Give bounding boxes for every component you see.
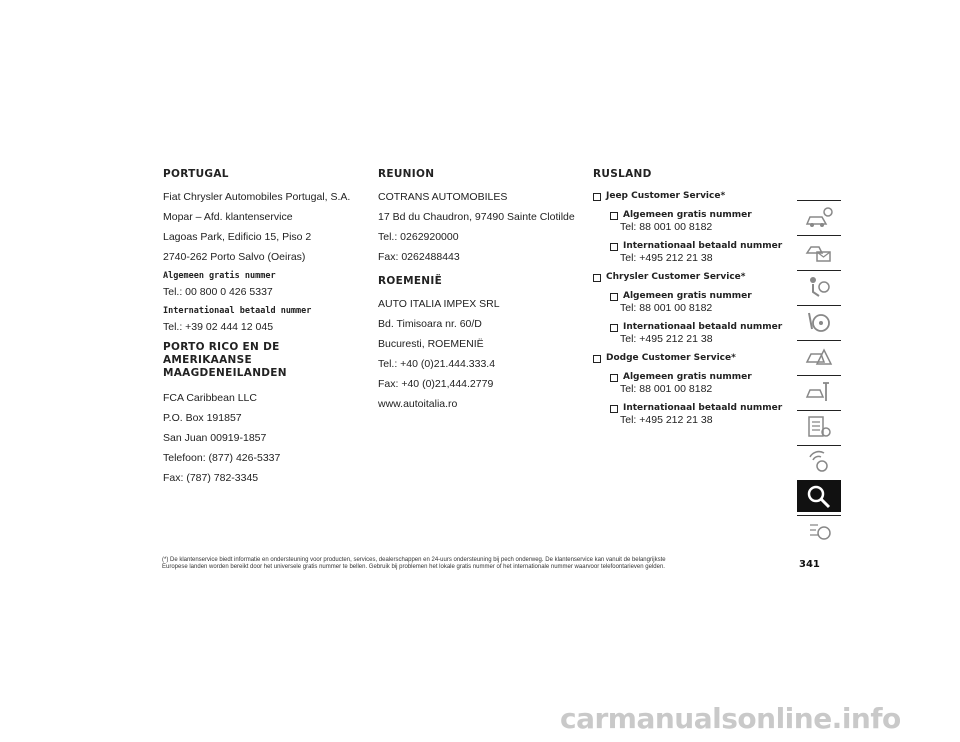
intl-number: Tel: +495 212 21 38 (620, 414, 713, 426)
intl-number: Tel.: +39 02 444 12 045 (163, 321, 274, 333)
column-portugal-porto-rico (163, 168, 363, 492)
heading-line: MAAGDENEILANDEN (163, 367, 287, 379)
free-number: Tel.: 00 800 0 426 5337 (163, 286, 273, 298)
intl-number: Tel: +495 212 21 38 (620, 333, 713, 345)
intl-number-label (610, 241, 793, 252)
tab-car-mail[interactable] (797, 235, 841, 267)
watermark: carmanualsonline.info (560, 702, 901, 735)
label-text: Algemeen gratis nummer (623, 210, 752, 220)
fax-line: Fax: 0262488443 (378, 251, 460, 263)
heading-line: PORTO RICO EN DE AMERIKAANSE (163, 341, 280, 366)
checkbox-bullet-icon (610, 374, 618, 382)
footnote-line: Europese landen worden bereikt door het universele gratis nummer te bellen. Gebruik bij problemen het lokale gratis nummer of het internationale nummer waarvoor telefoontarieven gelden. (162, 564, 665, 570)
checkbox-bullet-icon (593, 355, 601, 363)
heading-portugal: PORTUGAL (163, 168, 229, 180)
airbag-person-icon (804, 274, 834, 300)
tab-index[interactable] (797, 515, 841, 547)
tab-checklist[interactable] (797, 410, 841, 442)
address-line: Mopar – Afd. klantenservice (163, 211, 293, 223)
free-number-label (610, 210, 793, 221)
service-name (593, 272, 793, 283)
checkbox-bullet-icon (610, 212, 618, 220)
footnote-line: (*) De klantenservice biedt informatie en ondersteuning voor producten, services, dealerschappen en 24-uurs ondersteuning bij pech onderweg. De klantenservice kan vanuit de belangrijkste (162, 557, 666, 563)
address-line: Lagoas Park, Edificio 15, Piso 2 (163, 231, 312, 243)
tab-steering[interactable] (797, 305, 841, 337)
service-name (593, 191, 793, 202)
address-line: 2740-262 Porto Salvo (Oeiras) (163, 251, 306, 263)
intl-number: Tel: +495 212 21 38 (620, 252, 713, 264)
checkbox-bullet-icon (610, 293, 618, 301)
checkbox-bullet-icon (593, 274, 601, 282)
service-name (593, 353, 793, 364)
column-reunion-roemenie (378, 168, 578, 418)
service-name-label: Jeep Customer Service* (606, 191, 726, 201)
tab-service[interactable] (797, 375, 841, 407)
radio-nav-icon (804, 449, 834, 475)
checkbox-bullet-icon (593, 193, 601, 201)
heading-reunion: REUNION (378, 168, 435, 180)
label-text: Internationaal betaald nummer (623, 241, 783, 251)
service-block (593, 353, 793, 426)
tab-crash[interactable] (797, 340, 841, 372)
car-service-icon (804, 379, 834, 405)
address-line: 17 Bd du Chaudron, 97490 Sainte Clotilde (378, 211, 575, 223)
address-line: P.O. Box 191857 (163, 412, 242, 424)
free-number-label: Algemeen gratis nummer (163, 271, 276, 281)
checkbox-bullet-icon (610, 405, 618, 413)
label-text: Internationaal betaald nummer (623, 403, 783, 413)
address-line: Bucuresti, ROEMENIË (378, 338, 484, 350)
website-line: www.autoitalia.ro (378, 398, 458, 410)
intl-number-label (610, 322, 793, 333)
address-line: COTRANS AUTOMOBILES (378, 191, 508, 203)
page-number: 341 (799, 559, 820, 570)
free-number: Tel: 88 001 00 8182 (620, 302, 713, 314)
free-number: Tel: 88 001 00 8182 (620, 383, 713, 395)
address-line: Fiat Chrysler Automobiles Portugal, S.A. (163, 191, 351, 203)
service-name-label: Chrysler Customer Service* (606, 272, 746, 282)
car-crash-icon (804, 344, 834, 370)
phone-line: Telefoon: (877) 426-5337 (163, 452, 281, 464)
free-number-label (610, 372, 793, 383)
intl-number-label: Internationaal betaald nummer (163, 306, 312, 316)
fax-line: Fax: +40 (0)21,444.2779 (378, 378, 494, 390)
address-line: AUTO ITALIA IMPEX SRL (378, 298, 500, 310)
address-line: San Juan 00919-1857 (163, 432, 267, 444)
search-icon (804, 484, 834, 510)
fax-line: Fax: (787) 782-3345 (163, 472, 259, 484)
car-info-icon (804, 204, 834, 230)
tab-airbag[interactable] (797, 270, 841, 302)
tab-car-info[interactable] (797, 200, 841, 232)
index-icon (804, 519, 834, 545)
column-rusland (593, 168, 793, 434)
label-text: Internationaal betaald nummer (623, 322, 783, 332)
label-text: Algemeen gratis nummer (623, 372, 752, 382)
steering-wheel-icon (804, 309, 834, 335)
footnote (162, 557, 782, 571)
checkbox-bullet-icon (610, 243, 618, 251)
free-number: Tel: 88 001 00 8182 (620, 221, 713, 233)
service-block (593, 272, 793, 345)
checklist-icon (804, 414, 834, 440)
tab-search[interactable] (797, 480, 841, 512)
heading-roemenie: ROEMENIË (378, 275, 443, 287)
service-block (593, 191, 793, 264)
free-number-label (610, 291, 793, 302)
tab-radio-nav[interactable] (797, 445, 841, 477)
address-line: FCA Caribbean LLC (163, 392, 257, 404)
phone-line: Tel.: 0262920000 (378, 231, 459, 243)
car-mail-icon (804, 239, 834, 265)
chapter-tabs (797, 200, 841, 550)
label-text: Algemeen gratis nummer (623, 291, 752, 301)
intl-number-label (610, 403, 793, 414)
service-name-label: Dodge Customer Service* (606, 353, 736, 363)
phone-line: Tel.: +40 (0)21.444.333.4 (378, 358, 496, 370)
checkbox-bullet-icon (610, 324, 618, 332)
heading-porto-rico (163, 341, 363, 380)
heading-rusland: RUSLAND (593, 168, 652, 180)
address-line: Bd. Timisoara nr. 60/D (378, 318, 482, 330)
